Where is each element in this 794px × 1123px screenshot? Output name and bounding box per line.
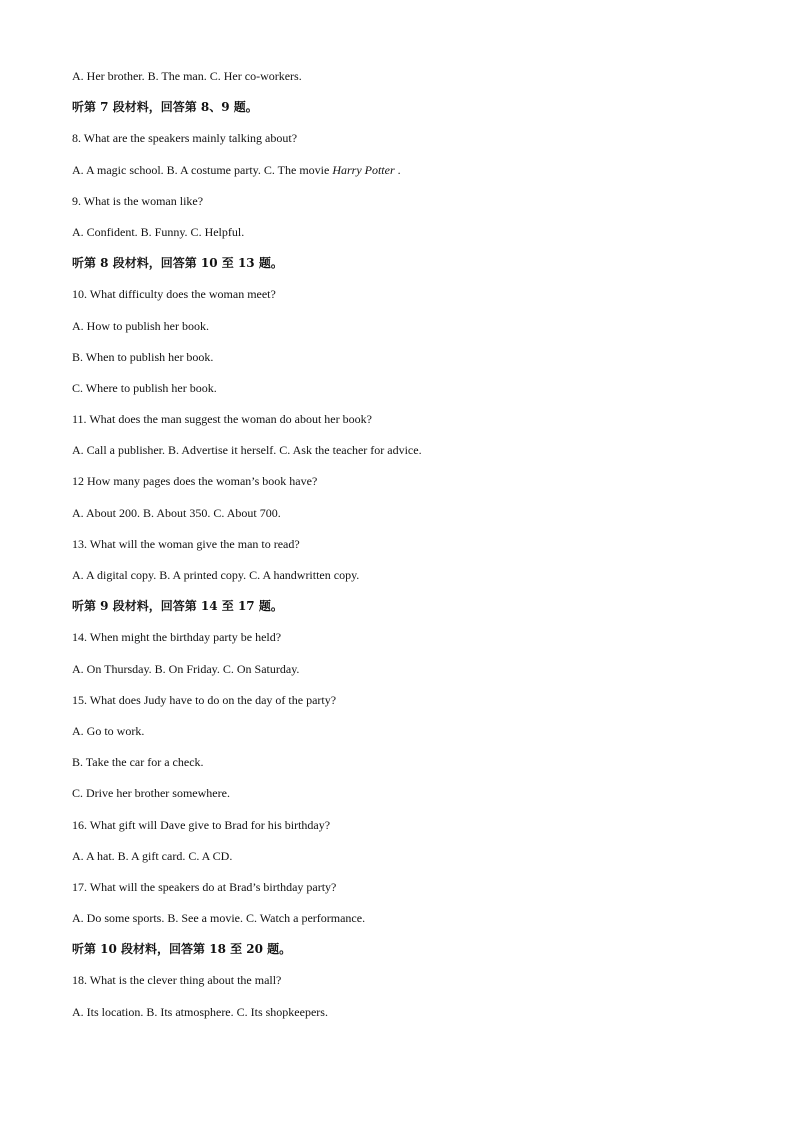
answer-option-q10-c: C. Where to publish her book. xyxy=(72,380,217,395)
section-heading-8: 听第 8 段材料，回答第 10 至 13 题。 xyxy=(72,256,283,271)
question-10: 10. What difficulty does the woman meet? xyxy=(72,287,276,302)
section-heading-10: 听第 10 段材料，回答第 18 至 20 题。 xyxy=(72,942,292,957)
answer-options-q11: A. Call a publisher. B. Advertise it herself. C. Ask the teacher for advice. xyxy=(72,443,422,458)
answer-option-q15-a: A. Go to work. xyxy=(72,723,145,738)
section-heading-9: 听第 9 段材料，回答第 14 至 17 题。 xyxy=(72,599,283,614)
answer-options-q16: A. A hat. B. A gift card. C. A CD. xyxy=(72,848,233,863)
answer-options-q14: A. On Thursday. B. On Friday. C. On Saturday. xyxy=(72,661,300,676)
question-9: 9. What is the woman like? xyxy=(72,193,204,208)
answer-options-q13: A. A digital copy. B. A printed copy. C. A handwritten copy. xyxy=(72,568,360,582)
answer-options-q17: A. Do some sports. B. See a movie. C. Watch a performance. xyxy=(72,911,366,926)
question-16: 16. What gift will Dave give to Brad for his birthday? xyxy=(72,817,331,832)
answer-options-q12: A. About 200. B. About 350. C. About 700. xyxy=(72,505,281,520)
answer-options-q8: A. A magic school. B. A costume party. C. The movie Harry Potter . xyxy=(72,162,401,177)
document-page xyxy=(72,67,732,1034)
answer-options-q9: A. Confident. B. Funny. C. Helpful. xyxy=(72,224,245,239)
movie-title: Harry Potter xyxy=(332,162,395,177)
answer-options-q18: A. Its location. B. Its atmosphere. C. Its shopkeepers. xyxy=(72,1004,328,1019)
answer-option-q10-a: A. How to publish her book. xyxy=(72,318,209,333)
answer-options-q7: A. Her brother. B. The man. C. Her co-workers. xyxy=(72,69,302,83)
answer-option-q15-c: C. Drive her brother somewhere. xyxy=(72,786,230,801)
question-14: 14. When might the birthday party be held? xyxy=(72,630,282,645)
answer-option-q10-b: B. When to publish her book. xyxy=(72,349,214,364)
question-8: 8. What are the speakers mainly talking about? xyxy=(72,131,298,146)
answer-option-q15-b: B. Take the car for a check. xyxy=(72,755,204,770)
section-heading-7: 听第 7 段材料，回答第 8、9 题。 xyxy=(72,100,258,115)
question-12: 12 How many pages does the woman’s book have? xyxy=(72,474,318,489)
question-17: 17. What will the speakers do at Brad’s birthday party? xyxy=(72,879,337,894)
question-11: 11. What does the man suggest the woman do about her book? xyxy=(72,412,372,427)
question-15: 15. What does Judy have to do on the day of the party? xyxy=(72,692,337,707)
question-18: 18. What is the clever thing about the mall? xyxy=(72,973,282,988)
question-13: 13. What will the woman give the man to read? xyxy=(72,536,300,551)
